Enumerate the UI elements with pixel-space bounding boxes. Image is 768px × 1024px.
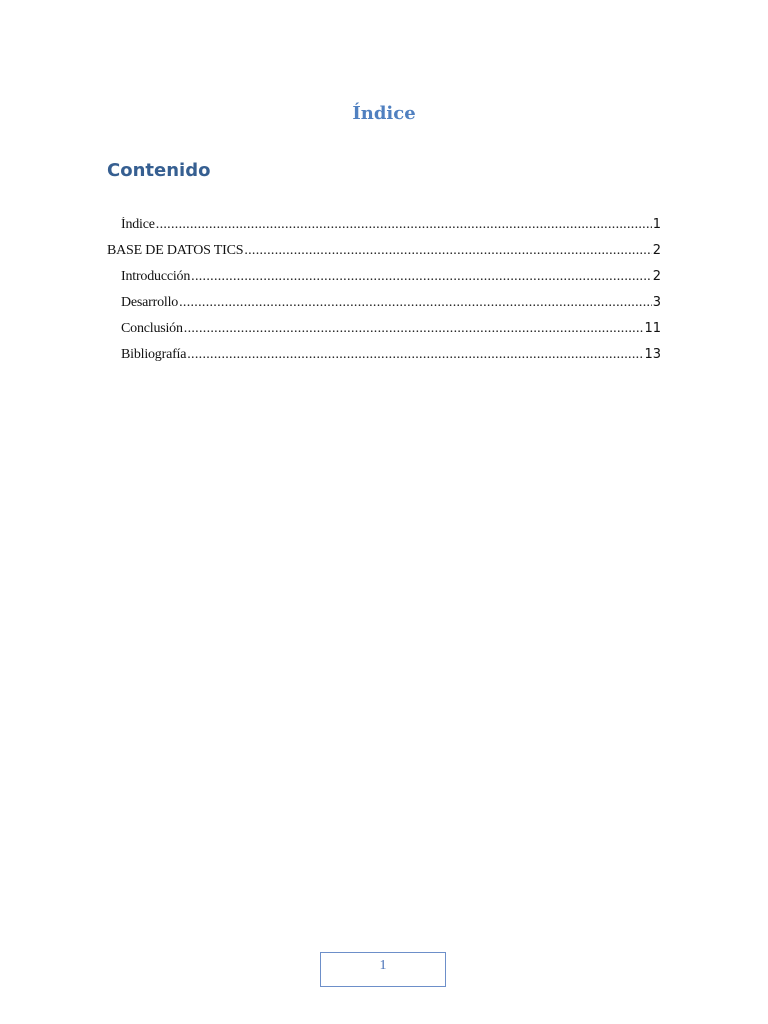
toc-dot-leader [184, 321, 644, 337]
toc-entry-label: BASE DE DATOS TICS [107, 243, 244, 258]
toc-entry-desarrollo[interactable] [107, 295, 661, 321]
toc-dot-leader [244, 243, 651, 259]
toc-entry-page: 11 [644, 321, 661, 336]
toc-entry-page: 2 [652, 243, 661, 258]
toc-entry-page: 3 [652, 295, 661, 310]
toc-entry-label: Índice [121, 217, 155, 232]
page-number-box [320, 952, 446, 987]
toc-entry-page: 13 [644, 347, 661, 362]
toc-entry-base-de-datos-tics[interactable] [107, 243, 661, 269]
page-number: 1 [379, 958, 387, 973]
toc-entry-label: Introducción [121, 269, 191, 284]
toc-dot-leader [179, 295, 652, 311]
toc-dot-leader [191, 269, 652, 285]
toc-entry-page: 1 [652, 217, 661, 232]
toc-entry-label: Desarrollo [121, 295, 179, 310]
document-title: Índice [352, 103, 416, 124]
toc-entry-label: Conclusión [121, 321, 183, 336]
table-of-contents [107, 217, 661, 373]
toc-dot-leader [156, 217, 652, 233]
toc-dot-leader [187, 347, 643, 363]
toc-entry-label: Bibliografía [121, 347, 187, 362]
toc-entry-conclusion[interactable] [107, 321, 661, 347]
toc-entry-page: 2 [652, 269, 661, 284]
toc-entry-indice[interactable] [107, 217, 661, 243]
toc-heading: Contenido [107, 160, 211, 181]
toc-entry-bibliografia[interactable] [107, 347, 661, 373]
toc-entry-introduccion[interactable] [107, 269, 661, 295]
